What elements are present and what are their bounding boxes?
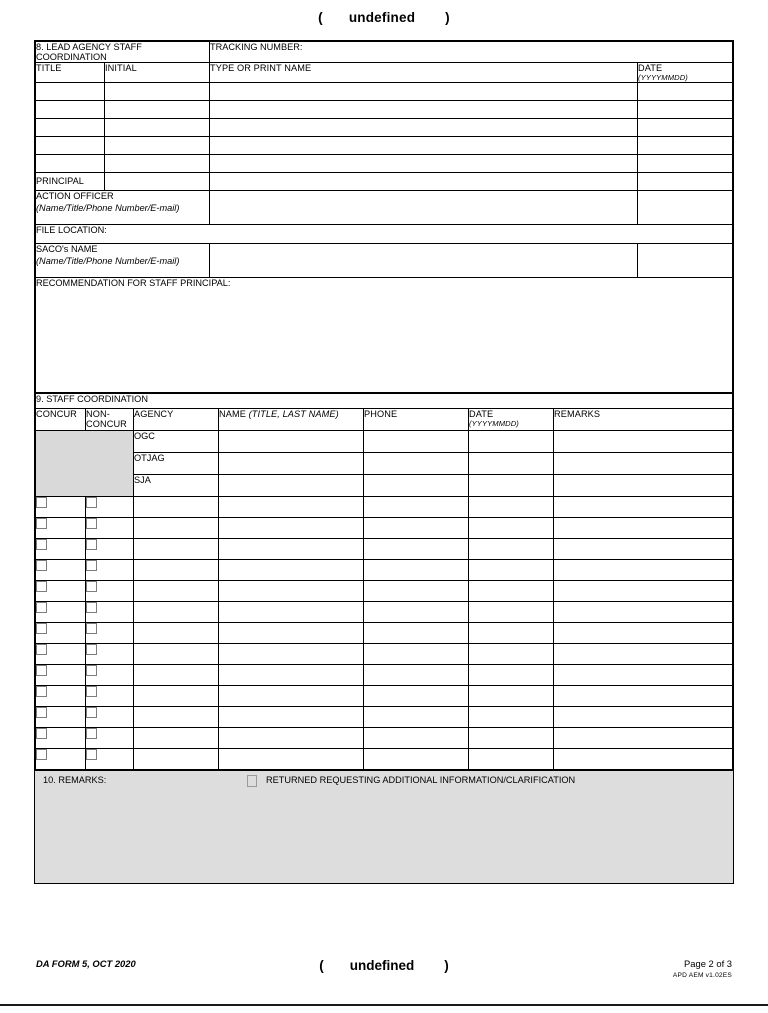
agency-phone-ogc[interactable] <box>364 431 469 453</box>
staff-coordination-row <box>36 518 733 539</box>
name-input-cell[interactable] <box>219 707 364 728</box>
col-date-label: DATE <box>638 63 663 73</box>
concur-checkbox[interactable] <box>36 539 47 550</box>
saco-name-title: SACO's NAME <box>36 244 98 254</box>
cell-date[interactable] <box>638 119 733 137</box>
agency-date-ogc[interactable] <box>469 431 554 453</box>
concur-checkbox[interactable] <box>36 560 47 571</box>
action-officer-row <box>36 191 733 225</box>
agency-input-cell[interactable] <box>134 560 219 581</box>
remarks-input-cell[interactable] <box>554 518 733 539</box>
phone-input-cell[interactable] <box>364 749 469 770</box>
staff-coordination-row <box>36 497 733 518</box>
section-8-title: 8. LEAD AGENCY STAFF COORDINATION <box>36 42 210 63</box>
saco-name-value[interactable] <box>210 244 638 278</box>
agency-input-cell[interactable] <box>134 707 219 728</box>
section-9-title: 9. STAFF COORDINATION <box>36 394 733 409</box>
non-concur-checkbox-cell[interactable] <box>86 581 134 602</box>
header-value: undefined <box>348 10 416 25</box>
agency-remarks-sja[interactable] <box>554 475 733 497</box>
col-non-concur-line2: CONCUR <box>86 419 127 429</box>
name-input-cell[interactable] <box>219 728 364 749</box>
cell-initial[interactable] <box>105 119 210 137</box>
cell-date[interactable] <box>638 155 733 173</box>
phone-input-cell[interactable] <box>364 497 469 518</box>
concur-checkbox[interactable] <box>36 497 47 508</box>
concur-checkbox[interactable] <box>36 686 47 697</box>
concur-checkbox-cell[interactable] <box>36 707 86 728</box>
concur-checkbox[interactable] <box>36 623 47 634</box>
remarks-input-cell[interactable] <box>554 560 733 581</box>
agency-label-sja: SJA <box>134 475 219 497</box>
name-input-cell[interactable] <box>219 644 364 665</box>
phone-input-cell[interactable] <box>364 644 469 665</box>
name-input-cell[interactable] <box>219 665 364 686</box>
footer-open-paren: ( <box>319 958 324 973</box>
page-footer <box>34 958 734 988</box>
principal-label: PRINCIPAL <box>36 173 105 191</box>
table-row <box>36 119 733 137</box>
date-input-cell[interactable] <box>469 560 554 581</box>
section-8-header-row <box>36 42 733 63</box>
agency-input-cell[interactable] <box>134 728 219 749</box>
agency-remarks-otjag[interactable] <box>554 453 733 475</box>
action-officer-title: ACTION OFFICER <box>36 191 114 201</box>
remarks-input-cell[interactable] <box>554 581 733 602</box>
cell-name[interactable] <box>210 155 638 173</box>
name-input-cell[interactable] <box>219 497 364 518</box>
staff-coordination-row <box>36 728 733 749</box>
date-input-cell[interactable] <box>469 728 554 749</box>
file-location-field[interactable]: FILE LOCATION: <box>36 225 733 244</box>
cell-date[interactable] <box>638 83 733 101</box>
concur-checkbox-cell[interactable] <box>36 686 86 707</box>
non-concur-checkbox[interactable] <box>86 560 97 571</box>
non-concur-checkbox-cell[interactable] <box>86 686 134 707</box>
cell-title[interactable] <box>36 137 105 155</box>
date-input-cell[interactable] <box>469 707 554 728</box>
non-concur-checkbox-cell[interactable] <box>86 497 134 518</box>
staff-coordination-row <box>36 686 733 707</box>
agency-row-sja <box>36 475 733 497</box>
non-concur-checkbox[interactable] <box>86 665 97 676</box>
agency-name-otjag[interactable] <box>219 453 364 475</box>
remarks-input-cell[interactable] <box>554 728 733 749</box>
col-type-or-print-name: TYPE OR PRINT NAME <box>210 63 638 83</box>
header-open-paren: ( <box>318 10 323 25</box>
non-concur-checkbox[interactable] <box>86 728 97 739</box>
name-input-cell[interactable] <box>219 539 364 560</box>
cell-initial[interactable] <box>105 83 210 101</box>
concur-checkbox-cell[interactable] <box>36 602 86 623</box>
cell-date[interactable] <box>638 137 733 155</box>
name-input-cell[interactable] <box>219 749 364 770</box>
non-concur-checkbox[interactable] <box>86 518 97 529</box>
col-initial: INITIAL <box>105 63 210 83</box>
cell-name[interactable] <box>210 83 638 101</box>
staff-coordination-row <box>36 644 733 665</box>
tracking-number-field[interactable]: TRACKING NUMBER: <box>210 42 733 63</box>
footer-center-marker <box>34 958 734 973</box>
table-row <box>36 101 733 119</box>
date-input-cell[interactable] <box>469 749 554 770</box>
non-concur-checkbox-cell[interactable] <box>86 707 134 728</box>
non-concur-checkbox[interactable] <box>86 581 97 592</box>
agency-input-cell[interactable] <box>134 518 219 539</box>
section-10-remarks[interactable] <box>35 770 733 883</box>
non-concur-checkbox-cell[interactable] <box>86 539 134 560</box>
staff-coordination-row <box>36 560 733 581</box>
section-9-table <box>35 393 733 770</box>
page-bottom-rule <box>0 1004 768 1006</box>
concur-checkbox[interactable] <box>36 602 47 613</box>
file-location-row <box>36 225 733 244</box>
non-concur-checkbox-cell[interactable] <box>86 665 134 686</box>
name-input-cell[interactable] <box>219 560 364 581</box>
col-sc-date-format: (YYYYMMDD) <box>469 419 519 428</box>
action-officer-value[interactable] <box>210 191 638 225</box>
agency-input-cell[interactable] <box>134 539 219 560</box>
col-title: TITLE <box>36 63 105 83</box>
cell-title[interactable] <box>36 155 105 173</box>
saco-name-hint: (Name/Title/Phone Number/E-mail) <box>36 255 180 266</box>
remarks-input-cell[interactable] <box>554 644 733 665</box>
table-row <box>36 137 733 155</box>
concur-checkbox[interactable] <box>36 518 47 529</box>
agency-label-ogc: OGC <box>134 431 219 453</box>
agency-phone-sja[interactable] <box>364 475 469 497</box>
non-concur-checkbox[interactable] <box>86 497 97 508</box>
non-concur-checkbox[interactable] <box>86 644 97 655</box>
concur-checkbox[interactable] <box>36 665 47 676</box>
date-input-cell[interactable] <box>469 518 554 539</box>
saco-name-row <box>36 244 733 278</box>
staff-coordination-row <box>36 581 733 602</box>
cell-initial[interactable] <box>105 155 210 173</box>
agency-input-cell[interactable] <box>134 623 219 644</box>
concur-checkbox[interactable] <box>36 728 47 739</box>
agency-date-sja[interactable] <box>469 475 554 497</box>
principal-row <box>36 173 733 191</box>
phone-input-cell[interactable] <box>364 539 469 560</box>
action-officer-date[interactable] <box>638 191 733 225</box>
section-8-column-headers <box>36 63 733 83</box>
recommendation-row <box>36 278 733 393</box>
col-remarks: REMARKS <box>554 409 733 431</box>
header-close-paren: ) <box>445 10 450 25</box>
saco-name-label <box>36 244 210 278</box>
principal-date[interactable] <box>638 173 733 191</box>
col-sc-date <box>469 409 554 431</box>
returned-requesting-checkbox[interactable] <box>247 775 257 787</box>
agency-name-sja[interactable] <box>219 475 364 497</box>
cell-initial[interactable] <box>105 137 210 155</box>
non-concur-checkbox[interactable] <box>86 623 97 634</box>
phone-input-cell[interactable] <box>364 707 469 728</box>
phone-input-cell[interactable] <box>364 728 469 749</box>
cell-date[interactable] <box>638 101 733 119</box>
footer-value: undefined <box>349 958 415 973</box>
col-name-label: NAME <box>219 409 246 419</box>
action-officer-hint: (Name/Title/Phone Number/E-mail) <box>36 202 180 213</box>
col-name <box>219 409 364 431</box>
non-concur-checkbox-cell[interactable] <box>86 518 134 539</box>
remarks-input-cell[interactable] <box>554 623 733 644</box>
page-number-label: Page 2 of 3 <box>684 958 732 969</box>
name-input-cell[interactable] <box>219 686 364 707</box>
table-row <box>36 83 733 101</box>
section-10-title: 10. REMARKS: <box>43 775 107 785</box>
cell-name[interactable] <box>210 137 638 155</box>
staff-coordination-row <box>36 539 733 560</box>
date-input-cell[interactable] <box>469 623 554 644</box>
agency-input-cell[interactable] <box>134 581 219 602</box>
agency-name-ogc[interactable] <box>219 431 364 453</box>
staff-coordination-row <box>36 665 733 686</box>
cell-initial[interactable] <box>105 101 210 119</box>
remarks-input-cell[interactable] <box>554 707 733 728</box>
form-id-label: DA FORM 5, OCT 2020 <box>36 958 136 969</box>
agency-input-cell[interactable] <box>134 749 219 770</box>
concur-checkbox[interactable] <box>36 749 47 760</box>
concur-checkbox[interactable] <box>36 581 47 592</box>
name-input-cell[interactable] <box>219 602 364 623</box>
date-input-cell[interactable] <box>469 686 554 707</box>
returned-requesting-label: RETURNED REQUESTING ADDITIONAL INFORMATION/CLARIFICATION <box>266 775 576 785</box>
remarks-input-cell[interactable] <box>554 497 733 518</box>
date-input-cell[interactable] <box>469 602 554 623</box>
non-concur-checkbox[interactable] <box>86 539 97 550</box>
non-concur-checkbox-cell[interactable] <box>86 728 134 749</box>
col-non-concur-line1: NON- <box>86 409 110 419</box>
table-row <box>36 155 733 173</box>
phone-input-cell[interactable] <box>364 665 469 686</box>
form-frame <box>34 40 734 884</box>
remarks-input-cell[interactable] <box>554 602 733 623</box>
staff-coordination-blank-rows <box>36 497 733 770</box>
page-header <box>0 10 768 25</box>
staff-coordination-row <box>36 749 733 770</box>
phone-input-cell[interactable] <box>364 560 469 581</box>
non-concur-checkbox-cell[interactable] <box>86 602 134 623</box>
version-label: APD AEM v1.02ES <box>672 972 732 979</box>
phone-input-cell[interactable] <box>364 686 469 707</box>
agency-row-ogc <box>36 431 733 453</box>
non-concur-checkbox-cell[interactable] <box>86 623 134 644</box>
section-8-table <box>35 41 733 393</box>
col-concur: CONCUR <box>36 409 86 431</box>
concur-checkbox-cell[interactable] <box>36 518 86 539</box>
concur-checkbox-cell[interactable] <box>36 623 86 644</box>
agency-input-cell[interactable] <box>134 644 219 665</box>
agency-row-otjag <box>36 453 733 475</box>
col-non-concur <box>86 409 134 431</box>
staff-coordination-row <box>36 602 733 623</box>
cell-name[interactable] <box>210 119 638 137</box>
agency-input-cell[interactable] <box>134 686 219 707</box>
agency-input-cell[interactable] <box>134 665 219 686</box>
principal-initial[interactable] <box>105 173 210 191</box>
concur-checkbox-cell[interactable] <box>36 539 86 560</box>
date-input-cell[interactable] <box>469 581 554 602</box>
col-date-format: (YYYYMMDD) <box>638 73 688 82</box>
date-input-cell[interactable] <box>469 665 554 686</box>
agency-input-cell[interactable] <box>134 497 219 518</box>
agency-label-otjag: OTJAG <box>134 453 219 475</box>
non-concur-checkbox-cell[interactable] <box>86 749 134 770</box>
date-input-cell[interactable] <box>469 644 554 665</box>
cell-name[interactable] <box>210 101 638 119</box>
concur-checkbox-cell[interactable] <box>36 749 86 770</box>
col-sc-date-label: DATE <box>469 409 494 419</box>
concur-checkbox-cell[interactable] <box>36 665 86 686</box>
concur-checkbox[interactable] <box>36 644 47 655</box>
action-officer-label <box>36 191 210 225</box>
recommendation-field <box>36 278 733 393</box>
name-input-cell[interactable] <box>219 623 364 644</box>
phone-input-cell[interactable] <box>364 581 469 602</box>
non-concur-checkbox[interactable] <box>86 686 97 697</box>
col-name-hint: (TITLE, LAST NAME) <box>248 409 339 419</box>
cell-title[interactable] <box>36 119 105 137</box>
cell-title[interactable] <box>36 83 105 101</box>
remarks-input-cell[interactable] <box>554 665 733 686</box>
recommendation-label: RECOMMENDATION FOR STAFF PRINCIPAL: <box>36 278 231 288</box>
date-input-cell[interactable] <box>469 497 554 518</box>
phone-input-cell[interactable] <box>364 623 469 644</box>
date-input-cell[interactable] <box>469 539 554 560</box>
phone-input-cell[interactable] <box>364 602 469 623</box>
section-9-column-headers <box>36 409 733 431</box>
concur-checkbox-cell[interactable] <box>36 560 86 581</box>
remarks-input-cell[interactable] <box>554 686 733 707</box>
phone-input-cell[interactable] <box>364 518 469 539</box>
concur-checkbox-cell[interactable] <box>36 581 86 602</box>
staff-coordination-row <box>36 707 733 728</box>
name-input-cell[interactable] <box>219 518 364 539</box>
non-concur-checkbox[interactable] <box>86 707 97 718</box>
agency-date-otjag[interactable] <box>469 453 554 475</box>
concur-shaded-block <box>36 431 134 497</box>
name-input-cell[interactable] <box>219 581 364 602</box>
agency-remarks-ogc[interactable] <box>554 431 733 453</box>
non-concur-checkbox[interactable] <box>86 602 97 613</box>
non-concur-checkbox[interactable] <box>86 749 97 760</box>
concur-checkbox-cell[interactable] <box>36 644 86 665</box>
non-concur-checkbox-cell[interactable] <box>86 644 134 665</box>
col-agency: AGENCY <box>134 409 219 431</box>
non-concur-checkbox-cell[interactable] <box>86 560 134 581</box>
agency-phone-otjag[interactable] <box>364 453 469 475</box>
remarks-input-cell[interactable] <box>554 539 733 560</box>
concur-checkbox-cell[interactable] <box>36 728 86 749</box>
col-date <box>638 63 733 83</box>
agency-input-cell[interactable] <box>134 602 219 623</box>
cell-title[interactable] <box>36 101 105 119</box>
principal-name[interactable] <box>210 173 638 191</box>
section-9-header-row <box>36 394 733 409</box>
concur-checkbox[interactable] <box>36 707 47 718</box>
col-phone: PHONE <box>364 409 469 431</box>
remarks-input-cell[interactable] <box>554 749 733 770</box>
concur-checkbox-cell[interactable] <box>36 497 86 518</box>
staff-coordination-row <box>36 623 733 644</box>
saco-name-date[interactable] <box>638 244 733 278</box>
footer-close-paren: ) <box>444 958 449 973</box>
